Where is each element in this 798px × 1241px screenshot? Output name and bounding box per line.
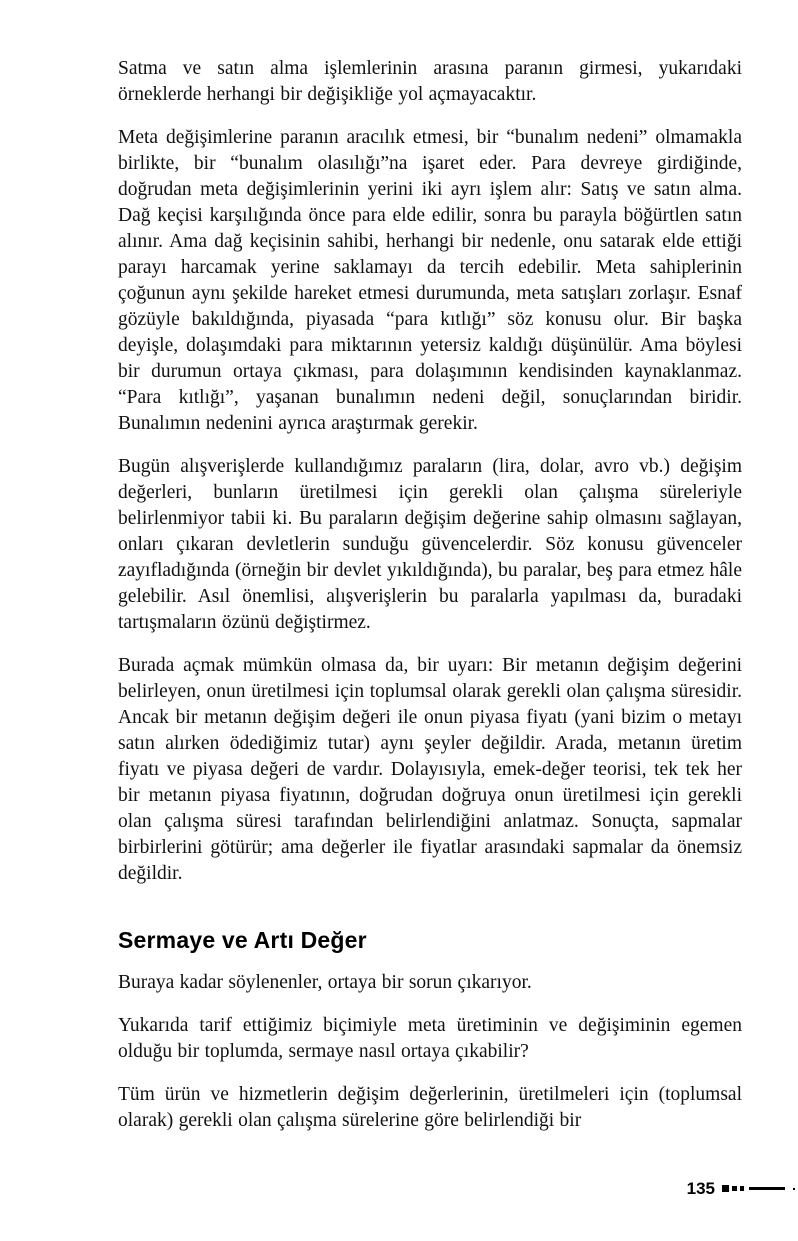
page-footer xyxy=(687,1180,795,1197)
text-block xyxy=(118,56,742,1151)
square-icon xyxy=(722,1185,729,1192)
paragraph: Bugün alışverişlerde kullandığımız paraların (lira, dolar, avro vb.) değişim değerleri, bunların üretilmesi için gerekli olan çalışma süreleriyle belirlenmiyor tabii ki. Bu paraların değişim değerine sahip olmasını sağlayan, onları çıkaran devletlerin sunduğu güvencelerdir. Söz konusu güvenceler zayıfladığında (örneğin bir devlet yıkıldığında), bu paralar, beş para etmez hâle gelebilir. Asıl önemlisi, alışverişlerin bu paralarla yapılması da, buradaki tartışmaların özünü değiştirmez. xyxy=(118,456,742,633)
section-heading: Sermaye ve Artı Değer xyxy=(118,927,367,953)
paragraph: Burada açmak mümkün olmasa da, bir uyarı: Bir metanın değişim değerini belirleyen, onun üretilmesi için toplumsal olarak gerekli olan çalışma süresidir. Ancak bir metanın değişim değeri ile onun piyasa fiyatı (yani bizim o metayı satın alırken ödediğimiz tutar) aynı şeyler değildir. Arada, metanın üretim fiyatı ve piyasa değeri de vardır. Dolayısıyla, emek-değer teorisi, tek tek her bir metanın piyasa fiyatının, doğrudan doğruya onun üretilmesi için gerekli olan çalışma süresi tarafından belirlendiğini anlatmaz. Sonuçta, sapmalar birbirlerini götürür; ama değerler ile fiyatlar arasındaki sapmalar da önemsiz değildir. xyxy=(118,655,742,884)
square-icon xyxy=(732,1186,737,1191)
square-icon xyxy=(740,1186,745,1191)
rule-line xyxy=(749,1187,785,1190)
paragraph: Meta değişimlerine paranın aracılık etmesi, bir “bunalım nedeni” olmamakla birlikte, bir “bunalım olasılığı”na işaret eder. Para devreye girdiğinde, doğrudan meta değişimlerinin yerini iki ayrı işlem alır: Satış ve satın alma. Dağ keçisi karşılığında önce para elde edilir, sonra bu parayla böğürtlen satın alınır. Ama dağ keçisinin sahibi, herhangi bir nedenle, onu satarak elde ettiği parayı harcamak yerine saklamayı da tercih edebilir. Meta sahiplerinin çoğunun aynı şekilde hareket etmesi durumunda, meta satışları zorlaşır. Esnaf gözüyle bakıldığında, piyasada “para kıtlığı” söz konusu olur. Bir başka deyişle, dolaşımdaki para miktarının yetersiz kaldığı düşünülür. Ama böylesi bir durumun ortaya çıkması, para dolaşımının kendisinden kaynaklanmaz. “Para kıtlığı”, yaşanan bunalımın nedeni değil, sonuçlarından biridir. Bunalımın nedenini ayrıca araştırmak gerekir. xyxy=(118,127,742,434)
paragraph: Buraya kadar söylenenler, ortaya bir sorun çıkarıyor. xyxy=(118,972,532,993)
paragraph: Tüm ürün ve hizmetlerin değişim değerlerinin, üretilmeleri için (toplumsal olarak) gerekli olan çalışma sürelerine göre belirlendiği bir xyxy=(118,1084,742,1131)
dot-icon xyxy=(793,1188,795,1190)
paragraph: Yukarıda tarif ettiğimiz biçimiyle meta üretiminin ve değişiminin egemen olduğu bir toplumda, sermaye nasıl ortaya çıkabilir? xyxy=(118,1015,742,1062)
paragraph: Satma ve satın alma işlemlerinin arasına paranın girmesi, yukarıdaki örneklerde herhangi bir değişikliğe yol açmayacaktır. xyxy=(118,58,742,105)
page-number: 135 xyxy=(686,1179,715,1198)
footer-ornament xyxy=(722,1185,795,1192)
